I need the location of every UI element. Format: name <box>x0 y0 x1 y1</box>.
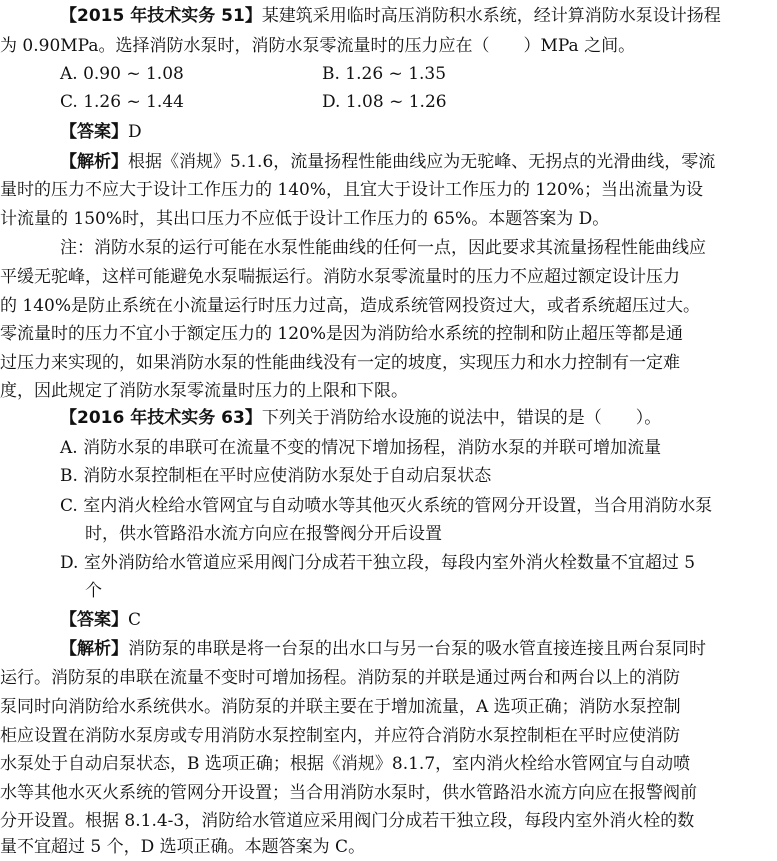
q2016-option-d-line2: 个 <box>85 581 102 601</box>
q2015-stem-text1: 某建筑采用临时高压消防积水系统，经计算消防水泵设计扬程 <box>261 6 721 26</box>
q2016-analysis-line3: 泵同时向消防给水系统供水。消防泵的并联主要在于增加流量，A 选项正确；消防水泵控制 <box>0 697 681 717</box>
q2016-option-c-line1: C. 室内消火栓给水管网宜与自动喷水等其他灭火系统的管网分开设置，当合用消防水泵 <box>60 496 713 516</box>
q2016-option-c-line2: 时，供水管路沿水流方向应在报警阀分开后设置 <box>85 524 442 544</box>
q2015-option-c: C. 1.26 ~ 1.44 <box>60 92 184 112</box>
q2016-tag-open: 【 <box>60 408 77 428</box>
q2016-analysis-line6: 水等其他水灭火系统的管网分开设置；当合用消防水泵时，供水管路沿水流方向应在报警阀前 <box>0 783 697 803</box>
q2015-answer <box>60 118 142 146</box>
q2015-option-a: A. 0.90 ~ 1.08 <box>60 64 184 84</box>
q2015-note-line4: 零流量时的压力不宜小于额定压力的 120%是因为消防给水系统的控制和防止超压等都是通 <box>0 324 684 344</box>
q2015-stem-line1 <box>60 2 721 30</box>
q2015-note-line5: 过压力来实现的，如果消防水泵的性能曲线没有一定的坡度，实现压力和水力控制有一定难 <box>0 353 680 373</box>
q2016-answer-label: 【答案】 <box>60 610 128 630</box>
q2015-tag: 2015 年技术实务 51 <box>77 6 245 26</box>
q2016-analysis-text1: 消防泵的串联是将一台泵的出水口与另一台泵的吸水管直接连接且两台泵同时 <box>128 639 706 659</box>
q2016-stem-text: 下列关于消防给水设施的说法中，错误的是（ ）。 <box>261 408 662 428</box>
q2016-option-a: A. 消防水泵的串联可在流量不变的情况下增加扬程，消防水泵的并联可增加流量 <box>60 438 662 458</box>
q2015-note-line1: 注：消防水泵的运行可能在水泵性能曲线的任何一点，因此要求其流量扬程性能曲线应 <box>60 238 706 258</box>
q2016-answer <box>60 606 141 634</box>
q2015-analysis-line1 <box>60 148 715 176</box>
q2015-answer-value: D <box>128 122 142 142</box>
q2016-answer-value: C <box>128 610 142 630</box>
q2015-option-d: D. 1.08 ~ 1.26 <box>322 92 447 112</box>
q2015-tag-close: 】 <box>244 6 262 26</box>
q2016-analysis-label: 【解析】 <box>60 639 128 659</box>
q2016-analysis-line2: 运行。消防泵的串联在流量不变时可增加扬程。消防泵的并联是通过两台和两台以上的消防 <box>0 668 680 688</box>
q2015-tag-open: 【 <box>60 6 77 26</box>
q2015-note-line3: 的 140%是防止系统在小流量运行时压力过高，造成系统管网投资过大，或者系统超压过大。 <box>0 296 701 316</box>
q2016-tag: 2016 年技术实务 63 <box>77 408 245 428</box>
q2016-option-b: B. 消防水泵控制柜在平时应使消防水泵处于自动启泵状态 <box>60 466 492 486</box>
q2015-note-line2: 平缓无驼峰，这样可能避免水泵喘振运行。消防水泵零流量时的压力不应超过额定设计压力 <box>0 267 680 287</box>
q2016-analysis-line8: 量不宜超过 5 个，D 选项正确。本题答案为 C。 <box>0 837 366 857</box>
q2016-tag-close: 】 <box>244 408 262 428</box>
q2016-stem <box>60 404 661 432</box>
q2016-option-d-line1: D. 室外消防给水管道应采用阀门分成若干独立段，每段内室外消火栓数量不宜超过 5 <box>60 553 696 573</box>
q2015-analysis-line2: 量时的压力不应大于设计工作压力的 140%，且宜大于设计工作压力的 120%；当出流量为设 <box>0 180 704 200</box>
q2016-analysis-line4: 柜应设置在消防水泵房或专用消防水泵控制室内，并应符合消防水泵控制柜在平时应使消防 <box>0 726 680 746</box>
q2015-analysis-text1: 根据《消规》5.1.6，流量扬程性能曲线应为无驼峰、无拐点的光滑曲线，零流 <box>128 152 716 172</box>
q2015-option-b: B. 1.26 ~ 1.35 <box>322 64 447 84</box>
q2015-note-line6: 度，因此规定了消防水泵零流量时压力的上限和下限。 <box>0 381 408 401</box>
q2016-analysis-line5: 水泵处于自动启泵状态，B 选项正确；根据《消规》8.1.7，室内消火栓给水管网宜与自动喷 <box>0 754 691 774</box>
q2015-analysis-label: 【解析】 <box>60 152 128 172</box>
q2016-analysis-line7: 分开设置。根据 8.1.4-3，消防给水管道应采用阀门分成若干独立段，每段内室外消火栓的数 <box>0 811 695 831</box>
q2015-answer-label: 【答案】 <box>60 122 128 142</box>
q2015-stem-line2: 为 0.90MPa。选择消防水泵时，消防水泵零流量时的压力应在（ ）MPa 之间。 <box>0 36 636 56</box>
q2016-analysis-line1 <box>60 635 706 663</box>
q2015-analysis-line3: 计流量的 150%时，其出口压力不应低于设计工作压力的 65%。本题答案为 D。 <box>0 209 610 229</box>
